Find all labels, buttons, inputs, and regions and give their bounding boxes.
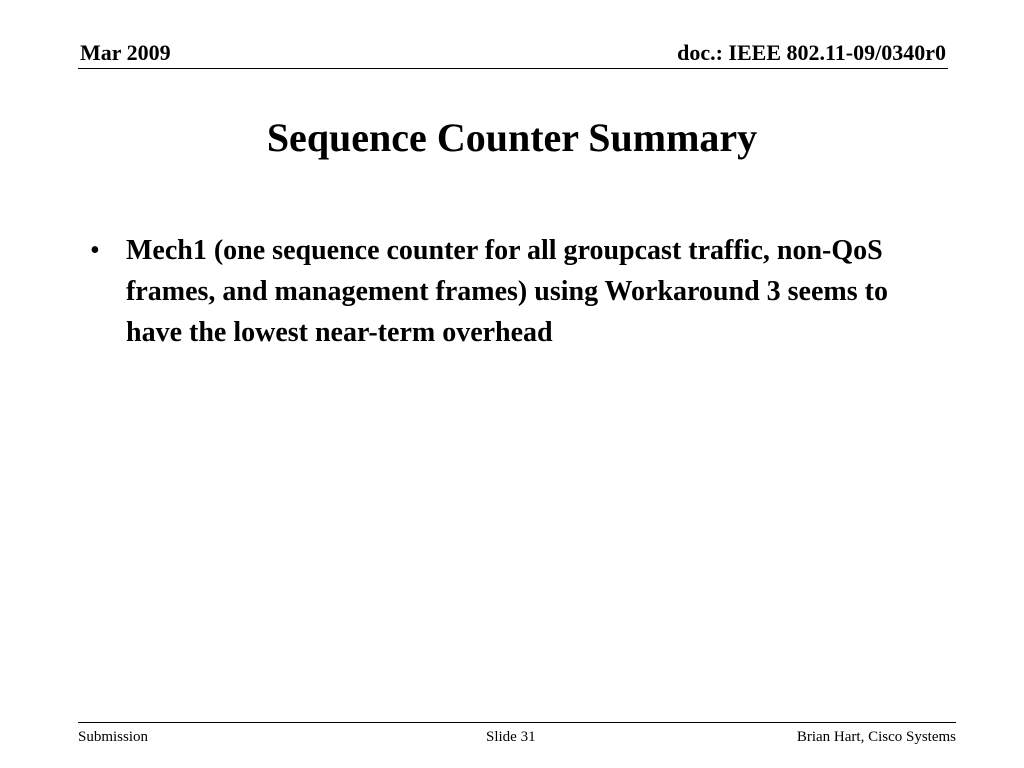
header-date: Mar 2009 <box>80 40 171 65</box>
bullet-list <box>84 230 904 353</box>
slide-title: Sequence Counter Summary <box>266 115 758 160</box>
bullet-item <box>84 230 904 353</box>
header-divider <box>78 68 948 69</box>
bullet-marker: • <box>90 235 100 266</box>
footer-slide-number: Slide 31 <box>486 729 536 745</box>
header-document-id: doc.: IEEE 802.11-09/0340r0 <box>677 40 946 65</box>
footer-author: Brian Hart, Cisco Systems <box>796 729 956 745</box>
footer-submission: Submission <box>78 729 149 745</box>
footer-divider <box>78 722 956 723</box>
bullet-text: Mech1 (one sequence counter for all groupcast traffic, non-QoS frames, and management frames) using Workaround 3 seems to have the lowest near-term overhead <box>126 235 888 348</box>
